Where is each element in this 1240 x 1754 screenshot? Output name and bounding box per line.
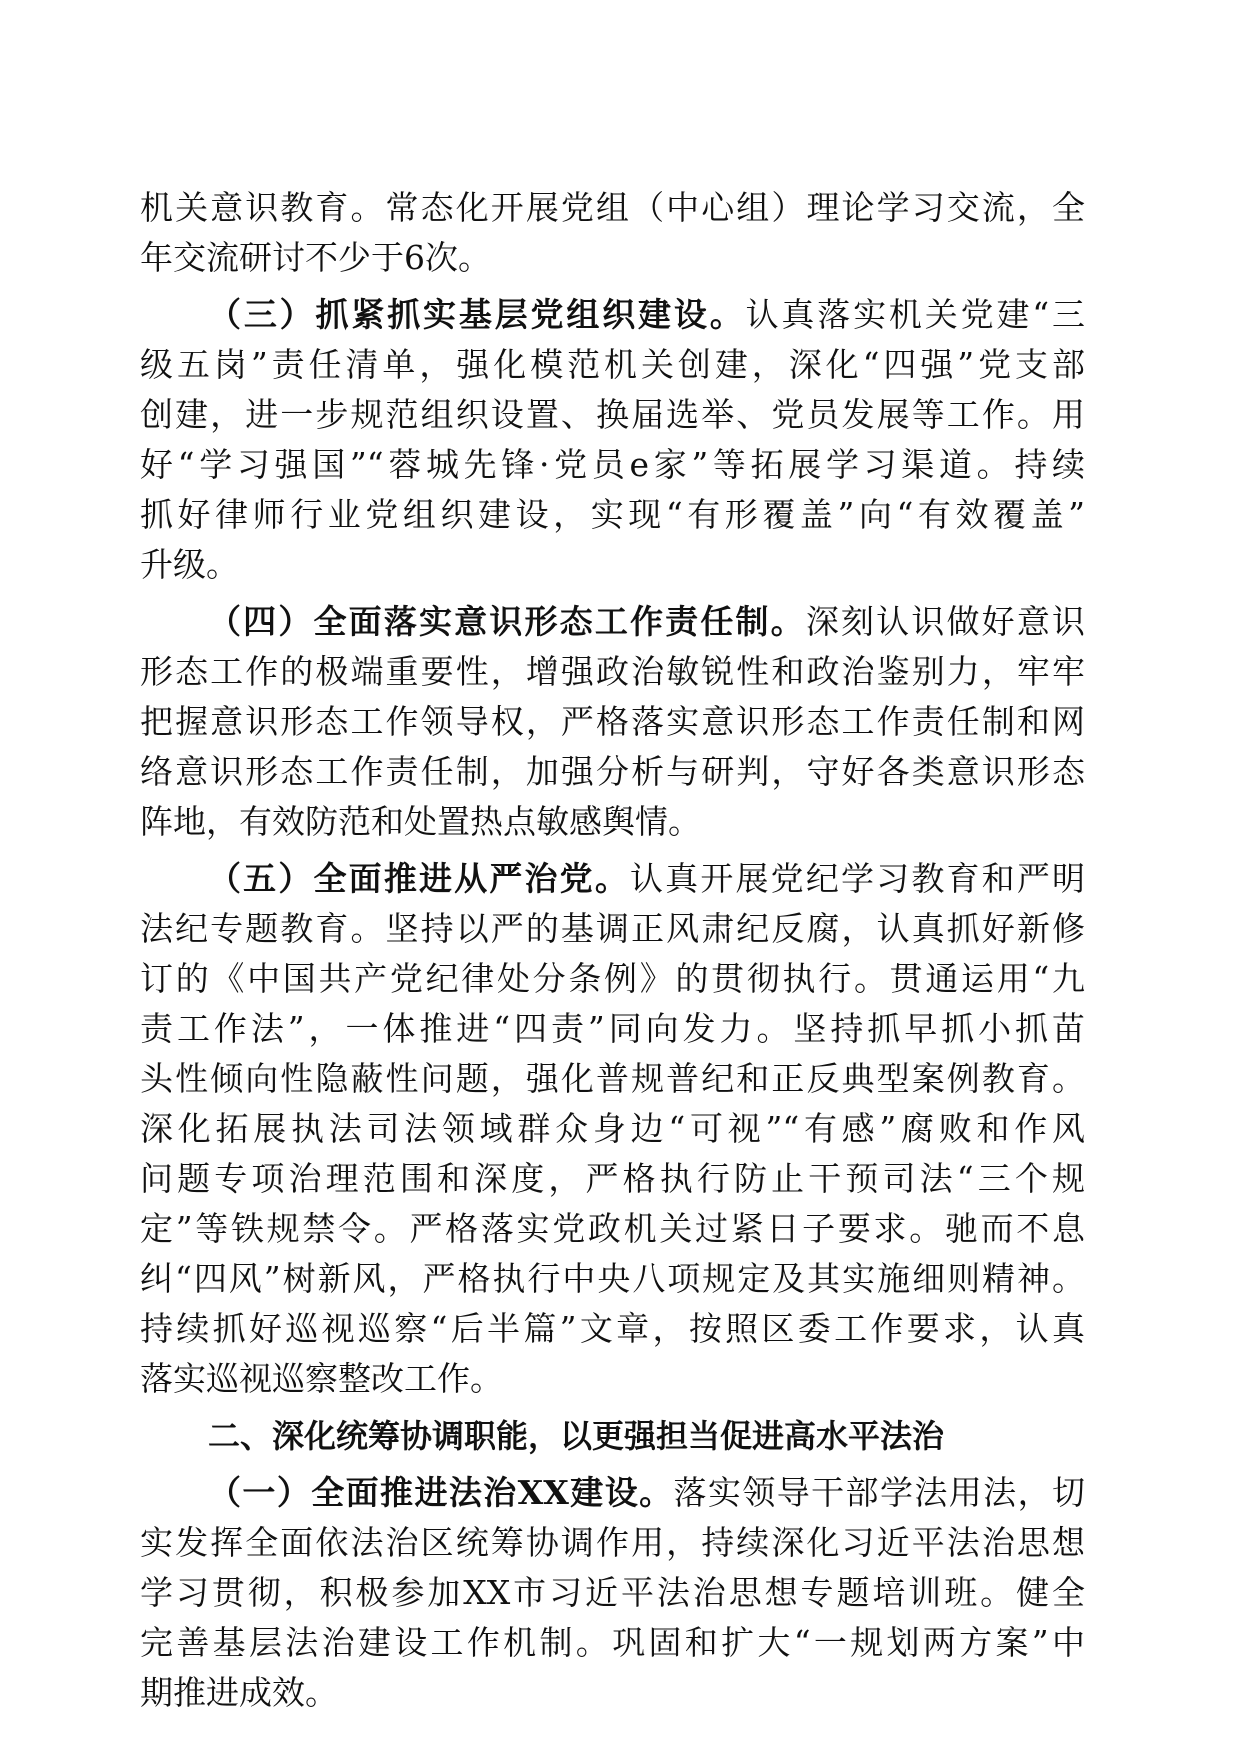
text-line: 落实巡视巡察整改工作。	[140, 1359, 503, 1398]
section-lead: （五）全面推进从严治党。	[208, 859, 630, 898]
text-run: 落实领导干部学法用法，切	[673, 1473, 1085, 1512]
paragraph	[140, 183, 1085, 283]
text-line: 定”等铁规禁令。严格落实党政机关过紧日子要求。驰而不息	[140, 1209, 1085, 1248]
text-run: 认真开展党纪学习教育和严明	[630, 859, 1086, 898]
text-run: 认真落实机关党建“三	[745, 295, 1085, 334]
text-line: 络意识形态工作责任制，加强分析与研判，守好各类意识形态	[140, 752, 1085, 791]
text-line: 学习贯彻，积极参加XX市习近平法治思想专题培训班。健全	[140, 1573, 1085, 1612]
text-line: 持续抓好巡视巡察“后半篇”文章，按照区委工作要求，认真	[140, 1309, 1085, 1348]
text-line: 纠“四风”树新风，严格执行中央八项规定及其实施细则精神。	[140, 1259, 1085, 1298]
text-line	[140, 854, 1085, 904]
document-body	[140, 183, 1085, 1718]
text-line	[140, 1468, 1085, 1518]
text-line: 完善基层法治建设工作机制。巩固和扩大“一规划两方案”中	[140, 1623, 1085, 1662]
text-line: 头性倾向性隐蔽性问题，强化普规普纪和正反典型案例教育。	[140, 1059, 1085, 1098]
text-line: 实发挥全面依法治区统筹协调作用，持续深化习近平法治思想	[140, 1523, 1085, 1562]
paragraph	[140, 854, 1085, 1404]
paragraph	[140, 597, 1085, 847]
text-line	[140, 597, 1085, 647]
section-block	[140, 1411, 1085, 1461]
text-line: 阵地，有效防范和处置热点敏感舆情。	[140, 802, 701, 841]
text-line: 把握意识形态工作领导权，严格落实意识形态工作责任制和网	[140, 702, 1085, 741]
section-heading: 二、深化统筹协调职能，以更强担当促进高水平法治	[208, 1417, 945, 1455]
text-line: 法纪专题教育。坚持以严的基调正风肃纪反腐，认真抓好新修	[140, 909, 1085, 948]
text-line	[140, 290, 1085, 340]
text-line: 深化拓展执法司法领域群众身边“可视”“有感”腐败和作风	[140, 1109, 1085, 1148]
paragraph	[140, 1468, 1085, 1718]
text-line: 问题专项治理范围和深度，严格执行防止干预司法“三个规	[140, 1159, 1085, 1198]
paragraph	[140, 290, 1085, 590]
text-line: 创建，进一步规范组织设置、换届选举、党员发展等工作。用	[140, 395, 1085, 434]
text-line: 责工作法”，一体推进“四责”同向发力。坚持抓早抓小抓苗	[140, 1009, 1085, 1048]
text-run: 深刻认识做好意识	[805, 602, 1086, 641]
text-line: 级五岗”责任清单，强化模范机关创建，深化“四强”党支部	[140, 345, 1085, 384]
text-line: 好“学习强国”“蓉城先锋·党员e家”等拓展学习渠道。持续	[140, 445, 1085, 484]
text-line: 形态工作的极端重要性，增强政治敏锐性和政治鉴别力，牢牢	[140, 652, 1085, 691]
section-lead: （一）全面推进法治XX建设。	[208, 1473, 674, 1512]
text-line: 抓好律师行业党组织建设，实现“有形覆盖”向“有效覆盖”	[140, 495, 1085, 534]
text-line: 订的《中国共产党纪律处分条例》的贯彻执行。贯通运用“九	[140, 959, 1085, 998]
section-lead: （三）抓紧抓实基层党组织建设。	[208, 295, 746, 334]
section-lead: （四）全面落实意识形态工作责任制。	[208, 602, 806, 641]
text-line: 机关意识教育。常态化开展党组（中心组）理论学习交流，全	[140, 188, 1085, 227]
text-line: 升级。	[140, 545, 239, 584]
text-line: 期推进成效。	[140, 1673, 338, 1712]
text-line: 年交流研讨不少于6次。	[140, 238, 491, 277]
